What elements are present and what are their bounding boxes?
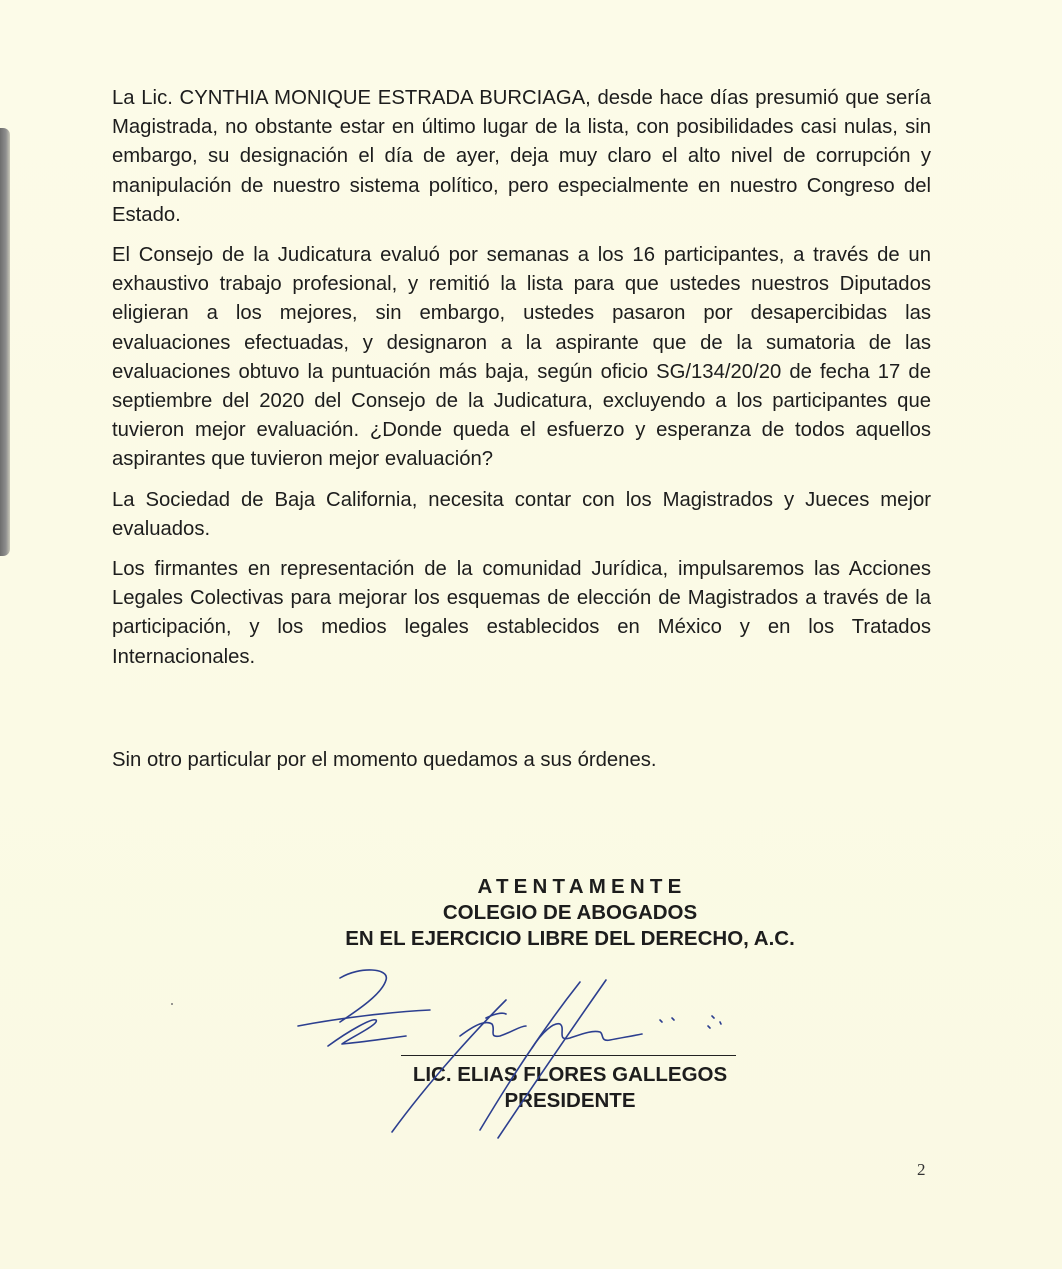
paragraph-2: El Consejo de la Judicatura evaluó por semanas a los 16 participantes, a través de un exhaustivo trabajo profesional, y remitió la lista para que ustedes nuestros Diputados eligieran a los mejores, sin embargo, ustedes pasaron por desapercibidas las evaluaciones efectuadas, y designaron a la aspirante que de la sumatoria de las evaluaciones obtuvo la puntuación más baja, según oficio SG/134/20/20 de fecha 17 de septiembre del 2020 del Consejo de la Judicatura, excluyendo a los participantes que tuvieron mejor evaluación. ¿Donde queda el esfuerzo y esperanza de todos aquellos aspirantes que tuvieron mejor evaluación? (112, 244, 931, 471)
letter-body (112, 84, 931, 683)
salutation: ATENTAMENTE (477, 875, 687, 898)
scan-speck (171, 1003, 173, 1005)
signature-heading (300, 874, 840, 952)
organization-line-1: COLEGIO DE ABOGADOS (442, 901, 698, 924)
signer-name: LIC. ELIAS FLORES GALLEGOS (412, 1063, 728, 1086)
paragraph-1: La Lic. CYNTHIA MONIQUE ESTRADA BURCIAGA, desde hace días presumió que sería Magistrada, no obstante estar en último lugar de la lista, con posibilidades casi nulas, sin embargo, su designación el día de ayer, deja muy claro el alto nivel de corrupción y manipulación de nuestro sistema político, pero especialmente en nuestro Congreso del Estado. (112, 87, 931, 226)
paragraph-3: La Sociedad de Baja California, necesita contar con los Magistrados y Jueces mejor evaluados. (112, 488, 931, 540)
organization-line-2: EN EL EJERCICIO LIBRE DEL DERECHO, A.C. (345, 927, 795, 950)
page-number: 2 (917, 1160, 926, 1179)
signer-title: PRESIDENTE (504, 1089, 636, 1112)
closing-line: Sin otro particular por el momento quedamos a sus órdenes. (112, 749, 657, 771)
scan-binder-edge (0, 128, 10, 556)
handwritten-signature (280, 960, 740, 1140)
paragraph-4: Los firmantes en representación de la comunidad Jurídica, impulsaremos las Acciones Legales Colectivas para mejorar los esquemas de elección de Magistrados a través de la participación, y los medios legales establecidos en México y en los Tratados Internacionales. (112, 558, 931, 668)
